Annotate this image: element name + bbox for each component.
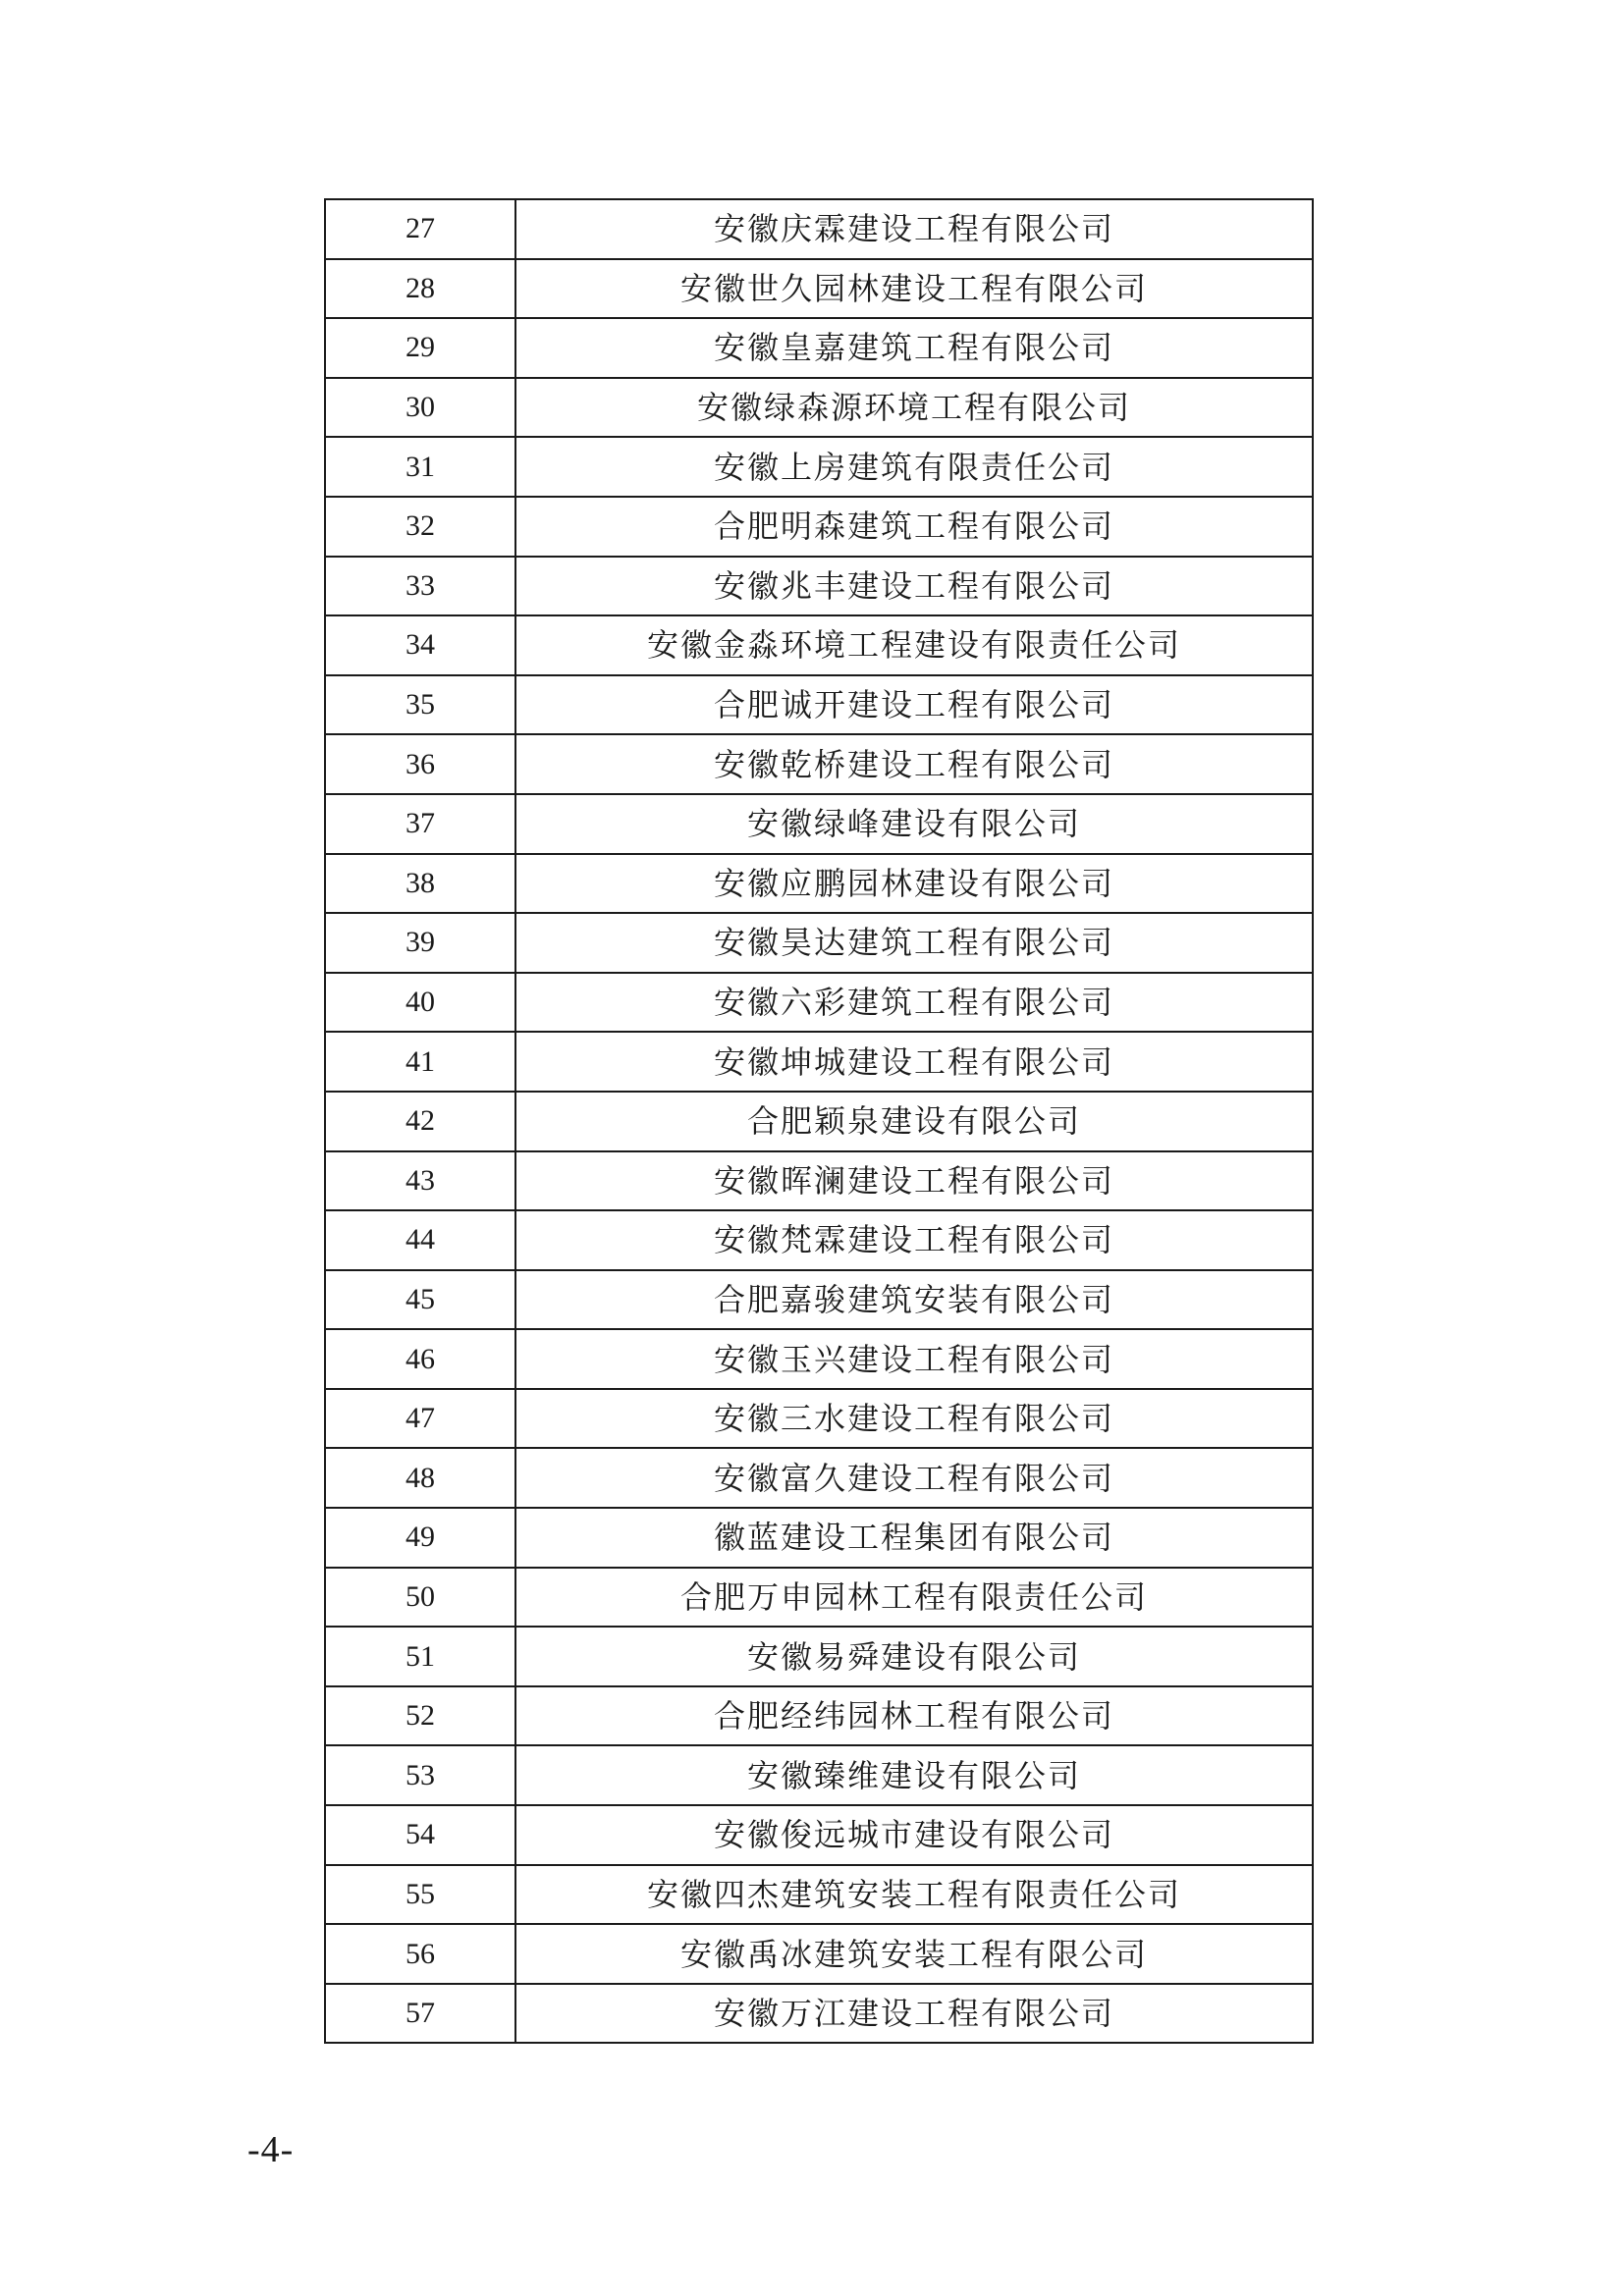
table-row bbox=[325, 973, 1313, 1033]
table-row bbox=[325, 557, 1313, 616]
row-number-cell: 27 bbox=[325, 199, 515, 259]
table-row bbox=[325, 437, 1313, 497]
row-number-cell: 35 bbox=[325, 675, 515, 735]
row-number-cell: 37 bbox=[325, 794, 515, 854]
company-name-cell: 安徽绿峰建设有限公司 bbox=[515, 794, 1313, 854]
row-number-cell: 38 bbox=[325, 854, 515, 914]
table-row bbox=[325, 794, 1313, 854]
table-row bbox=[325, 497, 1313, 557]
row-number-cell: 33 bbox=[325, 557, 515, 616]
row-number-cell: 47 bbox=[325, 1389, 515, 1449]
row-number-cell: 30 bbox=[325, 378, 515, 438]
table-row bbox=[325, 1151, 1313, 1211]
company-name-cell: 安徽六彩建筑工程有限公司 bbox=[515, 973, 1313, 1033]
row-number-cell: 32 bbox=[325, 497, 515, 557]
row-number-cell: 41 bbox=[325, 1032, 515, 1092]
row-number-cell: 51 bbox=[325, 1627, 515, 1686]
table-row bbox=[325, 378, 1313, 438]
table-row bbox=[325, 1984, 1313, 2044]
row-number-cell: 55 bbox=[325, 1865, 515, 1925]
company-name-cell: 安徽四杰建筑安装工程有限责任公司 bbox=[515, 1865, 1313, 1925]
company-name-cell: 安徽皇嘉建筑工程有限公司 bbox=[515, 318, 1313, 378]
company-name-cell: 安徽晖澜建设工程有限公司 bbox=[515, 1151, 1313, 1211]
table-row bbox=[325, 1389, 1313, 1449]
table-row bbox=[325, 259, 1313, 319]
row-number-cell: 46 bbox=[325, 1329, 515, 1389]
company-name-cell: 安徽乾桥建设工程有限公司 bbox=[515, 734, 1313, 794]
company-name-cell: 安徽绿森源环境工程有限公司 bbox=[515, 378, 1313, 438]
row-number-cell: 49 bbox=[325, 1508, 515, 1568]
company-name-cell: 安徽金淼环境工程建设有限责任公司 bbox=[515, 615, 1313, 675]
table-row bbox=[325, 734, 1313, 794]
row-number-cell: 56 bbox=[325, 1924, 515, 1984]
company-name-cell: 安徽坤城建设工程有限公司 bbox=[515, 1032, 1313, 1092]
company-name-cell: 安徽梵霖建设工程有限公司 bbox=[515, 1210, 1313, 1270]
row-number-cell: 28 bbox=[325, 259, 515, 319]
row-number-cell: 40 bbox=[325, 973, 515, 1033]
company-name-cell: 合肥万申园林工程有限责任公司 bbox=[515, 1568, 1313, 1628]
row-number-cell: 36 bbox=[325, 734, 515, 794]
row-number-cell: 52 bbox=[325, 1686, 515, 1746]
company-name-cell: 安徽玉兴建设工程有限公司 bbox=[515, 1329, 1313, 1389]
table-row bbox=[325, 615, 1313, 675]
company-name-cell: 安徽易舜建设有限公司 bbox=[515, 1627, 1313, 1686]
company-name-cell: 安徽俊远城市建设有限公司 bbox=[515, 1805, 1313, 1865]
company-name-cell: 安徽臻维建设有限公司 bbox=[515, 1745, 1313, 1805]
company-name-cell: 合肥诚开建设工程有限公司 bbox=[515, 675, 1313, 735]
company-name-cell: 徽蓝建设工程集团有限公司 bbox=[515, 1508, 1313, 1568]
row-number-cell: 53 bbox=[325, 1745, 515, 1805]
table-row bbox=[325, 199, 1313, 259]
company-name-cell: 安徽禹冰建筑安装工程有限公司 bbox=[515, 1924, 1313, 1984]
row-number-cell: 43 bbox=[325, 1151, 515, 1211]
table-row bbox=[325, 1865, 1313, 1925]
company-name-cell: 安徽应鹏园林建设有限公司 bbox=[515, 854, 1313, 914]
table-row bbox=[325, 1805, 1313, 1865]
row-number-cell: 29 bbox=[325, 318, 515, 378]
company-name-cell: 安徽三水建设工程有限公司 bbox=[515, 1389, 1313, 1449]
table-row bbox=[325, 1032, 1313, 1092]
table-row bbox=[325, 913, 1313, 973]
row-number-cell: 44 bbox=[325, 1210, 515, 1270]
row-number-cell: 31 bbox=[325, 437, 515, 497]
company-name-cell: 安徽昊达建筑工程有限公司 bbox=[515, 913, 1313, 973]
table-row bbox=[325, 1924, 1313, 1984]
table-row bbox=[325, 1627, 1313, 1686]
company-name-cell: 安徽兆丰建设工程有限公司 bbox=[515, 557, 1313, 616]
row-number-cell: 48 bbox=[325, 1448, 515, 1508]
table-row bbox=[325, 318, 1313, 378]
company-name-cell: 安徽庆霖建设工程有限公司 bbox=[515, 199, 1313, 259]
company-list-table bbox=[324, 198, 1314, 2044]
row-number-cell: 57 bbox=[325, 1984, 515, 2044]
company-name-cell: 合肥经纬园林工程有限公司 bbox=[515, 1686, 1313, 1746]
row-number-cell: 54 bbox=[325, 1805, 515, 1865]
table-row bbox=[325, 1092, 1313, 1151]
company-name-cell: 合肥嘉骏建筑安装有限公司 bbox=[515, 1270, 1313, 1330]
table-row bbox=[325, 1448, 1313, 1508]
company-name-cell: 安徽富久建设工程有限公司 bbox=[515, 1448, 1313, 1508]
table-row bbox=[325, 1508, 1313, 1568]
page-number: -4- bbox=[247, 2129, 295, 2170]
company-name-cell: 合肥颖泉建设有限公司 bbox=[515, 1092, 1313, 1151]
table-row bbox=[325, 1270, 1313, 1330]
row-number-cell: 39 bbox=[325, 913, 515, 973]
company-list-body bbox=[325, 199, 1313, 2043]
row-number-cell: 45 bbox=[325, 1270, 515, 1330]
table-row bbox=[325, 1745, 1313, 1805]
company-name-cell: 安徽上房建筑有限责任公司 bbox=[515, 437, 1313, 497]
table-row bbox=[325, 1210, 1313, 1270]
table-row bbox=[325, 854, 1313, 914]
table-row bbox=[325, 1568, 1313, 1628]
row-number-cell: 34 bbox=[325, 615, 515, 675]
company-name-cell: 合肥明森建筑工程有限公司 bbox=[515, 497, 1313, 557]
company-name-cell: 安徽世久园林建设工程有限公司 bbox=[515, 259, 1313, 319]
row-number-cell: 42 bbox=[325, 1092, 515, 1151]
company-name-cell: 安徽万江建设工程有限公司 bbox=[515, 1984, 1313, 2044]
table-row bbox=[325, 675, 1313, 735]
table-row bbox=[325, 1329, 1313, 1389]
table-row bbox=[325, 1686, 1313, 1746]
row-number-cell: 50 bbox=[325, 1568, 515, 1628]
